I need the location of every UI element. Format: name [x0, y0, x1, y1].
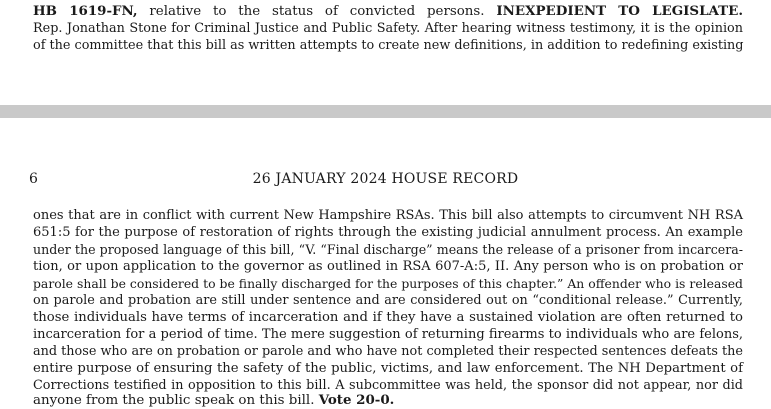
committee-recommendation: INEXPEDIENT TO LEGISLATE.: [496, 3, 744, 19]
page-number: 6: [29, 171, 38, 187]
body-final-text: anyone from the public speak on this bill.: [33, 393, 319, 408]
body-line-8: incarceration for a period of time. The mere suggestion of returning firearms to individuals who are felons,: [33, 327, 743, 342]
bill-id: HB 1619-FN,: [33, 3, 138, 19]
body-final-line: [33, 392, 743, 409]
body-line-1: ones that are in conflict with current New Hampshire RSAs. This bill also attempts to circumvent NH RSA: [33, 208, 743, 223]
running-head: 26 JANUARY 2024 HOUSE RECORD: [252, 171, 519, 187]
body-line-9: and those who are on probation or parole and who have not completed their respected sentences defeats the: [33, 344, 743, 359]
body-line-10: entire purpose of ensuring the safety of the public, victims, and law enforcement. The NH Department of: [33, 361, 743, 376]
body-line-6: on parole and probation are still under sentence and are considered out on “conditional release.” Currently,: [33, 293, 743, 308]
body-line-2: 651:5 for the purpose of restoration of rights through the existing judicial annulment process. An example: [33, 225, 743, 240]
report-line-1: Rep. Jonathan Stone for Criminal Justice and Public Safety. After hearing witness testimony, it is the opinion: [33, 21, 743, 36]
body-line-4: tion, or upon application to the governor as outlined in RSA 607-A:5, II. Any person who is on probation or: [33, 259, 743, 274]
vote-result: Vote 20-0.: [318, 392, 395, 408]
body-line-5: parole shall be considered to be finally discharged for the purposes of this chapter.” An offender who is released: [33, 276, 743, 291]
body-line-11: Corrections testified in opposition to this bill. A subcommittee was held, the sponsor did not appear, nor did: [33, 378, 743, 393]
body-line-3: under the proposed language of this bill, “V. “Final discharge” means the release of a prisoner from incarcera-: [33, 242, 743, 257]
bill-relative-text: relative to the status of convicted persons.: [137, 4, 497, 19]
report-line-2: of the committee that this bill as written attempts to create new definitions, in addition to redefining existing: [33, 38, 744, 53]
body-line-7: those individuals have terms of incarceration and if they have a sustained violation are often returned to: [33, 310, 743, 325]
bill-summary-line: [33, 3, 743, 20]
page-break-band: [0, 105, 771, 118]
